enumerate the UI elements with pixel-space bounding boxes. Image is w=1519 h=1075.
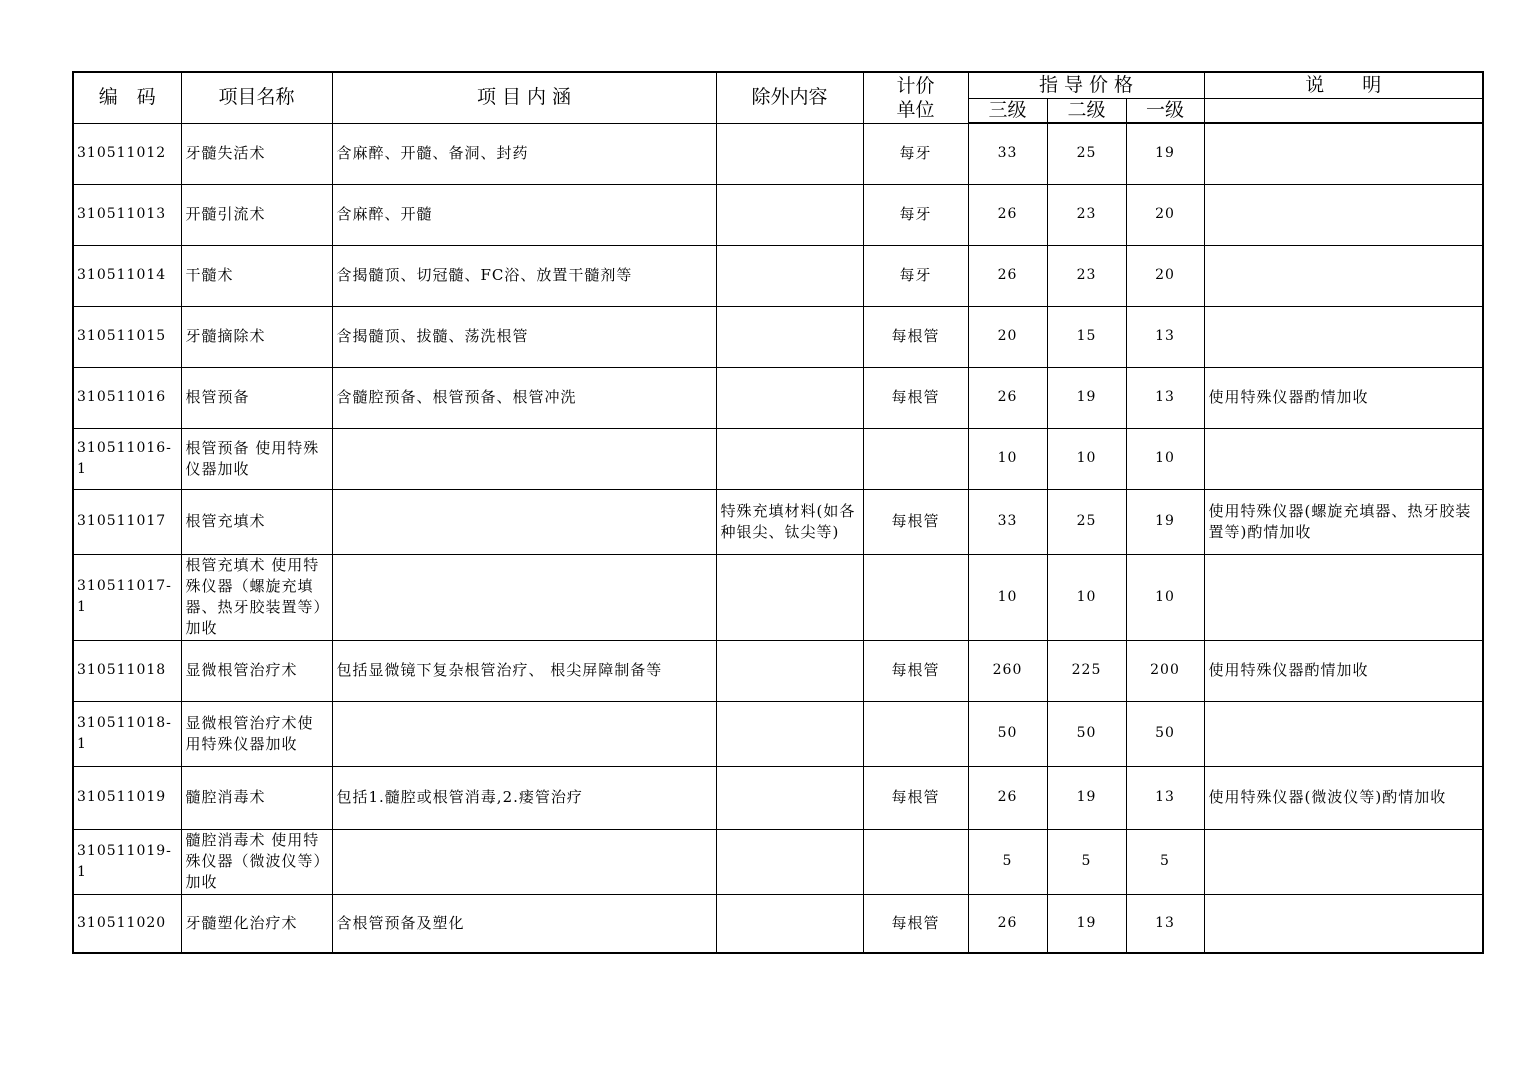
table-row (73, 894, 1483, 953)
table-row (73, 245, 1483, 306)
cell-name: 根管充填术 使用特殊仪器（螺旋充填器、热牙胶装置等）加收 (181, 554, 332, 640)
cell-price-level3: 26 (968, 367, 1047, 428)
cell-exclusion (716, 640, 863, 701)
cell-code: 310511015 (73, 306, 181, 367)
cell-content (332, 489, 716, 554)
cell-price-level2: 23 (1047, 184, 1126, 245)
cell-code: 310511019 (73, 766, 181, 829)
table-row (73, 367, 1483, 428)
cell-name: 显微根管治疗术使用特殊仪器加收 (181, 701, 332, 766)
cell-price-level3: 26 (968, 245, 1047, 306)
cell-price-level2: 25 (1047, 489, 1126, 554)
table-row (73, 306, 1483, 367)
cell-price-level2: 50 (1047, 701, 1126, 766)
cell-price-level2: 19 (1047, 766, 1126, 829)
cell-price-level3: 26 (968, 766, 1047, 829)
header-note: 说 明 (1204, 72, 1483, 98)
cell-exclusion (716, 367, 863, 428)
cell-content (332, 554, 716, 640)
cell-exclusion: 特殊充填材料(如各种银尖、钛尖等) (716, 489, 863, 554)
cell-price-level1: 20 (1126, 184, 1204, 245)
cell-exclusion (716, 829, 863, 894)
cell-name: 髓腔消毒术 使用特殊仪器（微波仪等）加收 (181, 829, 332, 894)
cell-price-level1: 5 (1126, 829, 1204, 894)
cell-price-level1: 10 (1126, 428, 1204, 489)
cell-code: 310511013 (73, 184, 181, 245)
cell-code: 310511017-1 (73, 554, 181, 640)
cell-content: 含根管预备及塑化 (332, 894, 716, 953)
cell-price-level2: 23 (1047, 245, 1126, 306)
cell-price-level1: 13 (1126, 766, 1204, 829)
cell-price-level2: 225 (1047, 640, 1126, 701)
cell-code: 310511020 (73, 894, 181, 953)
header-content: 项 目 内 涵 (332, 72, 716, 123)
cell-exclusion (716, 894, 863, 953)
cell-price-level2: 19 (1047, 894, 1126, 953)
cell-price-level3: 33 (968, 489, 1047, 554)
cell-name: 根管充填术 (181, 489, 332, 554)
cell-note: 使用特殊仪器(微波仪等)酌情加收 (1204, 766, 1483, 829)
cell-code: 310511016-1 (73, 428, 181, 489)
cell-name: 干髓术 (181, 245, 332, 306)
table-row (73, 184, 1483, 245)
table-row (73, 123, 1483, 184)
cell-price-level1: 13 (1126, 367, 1204, 428)
cell-price-level2: 5 (1047, 829, 1126, 894)
cell-code: 310511016 (73, 367, 181, 428)
cell-exclusion (716, 245, 863, 306)
cell-price-level2: 19 (1047, 367, 1126, 428)
cell-content: 含麻醉、开髓、备洞、封药 (332, 123, 716, 184)
cell-content: 含揭髓顶、拔髓、荡洗根管 (332, 306, 716, 367)
cell-note (1204, 245, 1483, 306)
header-name: 项目名称 (181, 72, 332, 123)
cell-code: 310511018 (73, 640, 181, 701)
cell-exclusion (716, 701, 863, 766)
cell-code: 310511018-1 (73, 701, 181, 766)
cell-note (1204, 894, 1483, 953)
cell-price-level1: 13 (1126, 306, 1204, 367)
cell-price-level3: 50 (968, 701, 1047, 766)
cell-content: 包括显微镜下复杂根管治疗、 根尖屏障制备等 (332, 640, 716, 701)
cell-name: 牙髓塑化治疗术 (181, 894, 332, 953)
cell-name: 开髓引流术 (181, 184, 332, 245)
cell-price-level3: 10 (968, 428, 1047, 489)
cell-exclusion (716, 306, 863, 367)
cell-price-level3: 26 (968, 184, 1047, 245)
cell-code: 310511019-1 (73, 829, 181, 894)
cell-unit (863, 829, 968, 894)
cell-content (332, 428, 716, 489)
header-price-group: 指 导 价 格 (968, 72, 1204, 98)
cell-price-level2: 15 (1047, 306, 1126, 367)
cell-note (1204, 829, 1483, 894)
cell-price-level3: 26 (968, 894, 1047, 953)
header-unit: 计价单位 (863, 72, 968, 123)
cell-exclusion (716, 766, 863, 829)
cell-exclusion (716, 184, 863, 245)
cell-name: 显微根管治疗术 (181, 640, 332, 701)
cell-price-level2: 25 (1047, 123, 1126, 184)
cell-price-level1: 19 (1126, 489, 1204, 554)
cell-price-level1: 50 (1126, 701, 1204, 766)
cell-price-level1: 19 (1126, 123, 1204, 184)
header-level2: 二级 (1047, 98, 1126, 123)
table-row (73, 554, 1483, 640)
cell-price-level1: 20 (1126, 245, 1204, 306)
cell-note: 使用特殊仪器酌情加收 (1204, 640, 1483, 701)
cell-name: 根管预备 (181, 367, 332, 428)
cell-note: 使用特殊仪器酌情加收 (1204, 367, 1483, 428)
price-table (72, 71, 1484, 954)
cell-exclusion (716, 123, 863, 184)
cell-unit: 每根管 (863, 640, 968, 701)
cell-name: 髓腔消毒术 (181, 766, 332, 829)
cell-price-level3: 20 (968, 306, 1047, 367)
table-row (73, 766, 1483, 829)
cell-note (1204, 123, 1483, 184)
cell-note (1204, 306, 1483, 367)
cell-price-level1: 10 (1126, 554, 1204, 640)
cell-unit: 每根管 (863, 894, 968, 953)
cell-price-level1: 13 (1126, 894, 1204, 953)
cell-unit: 每根管 (863, 766, 968, 829)
cell-note (1204, 428, 1483, 489)
table-row (73, 640, 1483, 701)
cell-price-level2: 10 (1047, 554, 1126, 640)
cell-unit: 每牙 (863, 245, 968, 306)
cell-unit: 每牙 (863, 123, 968, 184)
table-row (73, 701, 1483, 766)
cell-exclusion (716, 428, 863, 489)
cell-price-level3: 260 (968, 640, 1047, 701)
cell-content: 含髓腔预备、根管预备、根管冲洗 (332, 367, 716, 428)
table-row (73, 489, 1483, 554)
cell-name: 牙髓摘除术 (181, 306, 332, 367)
cell-code: 310511012 (73, 123, 181, 184)
cell-unit: 每根管 (863, 367, 968, 428)
cell-content: 包括1.髓腔或根管消毒,2.瘘管治疗 (332, 766, 716, 829)
table-row (73, 829, 1483, 894)
cell-unit (863, 428, 968, 489)
cell-note: 使用特殊仪器(螺旋充填器、热牙胶装置等)酌情加收 (1204, 489, 1483, 554)
cell-name: 根管预备 使用特殊仪器加收 (181, 428, 332, 489)
cell-content (332, 829, 716, 894)
cell-exclusion (716, 554, 863, 640)
cell-price-level2: 10 (1047, 428, 1126, 489)
cell-content: 含麻醉、开髓 (332, 184, 716, 245)
cell-unit: 每根管 (863, 489, 968, 554)
cell-price-level3: 33 (968, 123, 1047, 184)
header-code: 编 码 (73, 72, 181, 123)
cell-unit (863, 554, 968, 640)
cell-name: 牙髓失活术 (181, 123, 332, 184)
cell-note (1204, 554, 1483, 640)
cell-note (1204, 701, 1483, 766)
header-note-blank (1204, 98, 1483, 123)
cell-code: 310511014 (73, 245, 181, 306)
header-level3: 三级 (968, 98, 1047, 123)
header-level1: 一级 (1126, 98, 1204, 123)
cell-content (332, 701, 716, 766)
cell-price-level3: 5 (968, 829, 1047, 894)
cell-unit: 每根管 (863, 306, 968, 367)
cell-unit: 每牙 (863, 184, 968, 245)
cell-note (1204, 184, 1483, 245)
header-exclusion: 除外内容 (716, 72, 863, 123)
cell-unit (863, 701, 968, 766)
table-row (73, 428, 1483, 489)
cell-price-level3: 10 (968, 554, 1047, 640)
cell-code: 310511017 (73, 489, 181, 554)
cell-price-level1: 200 (1126, 640, 1204, 701)
cell-content: 含揭髓顶、切冠髓、FC浴、放置干髓剂等 (332, 245, 716, 306)
